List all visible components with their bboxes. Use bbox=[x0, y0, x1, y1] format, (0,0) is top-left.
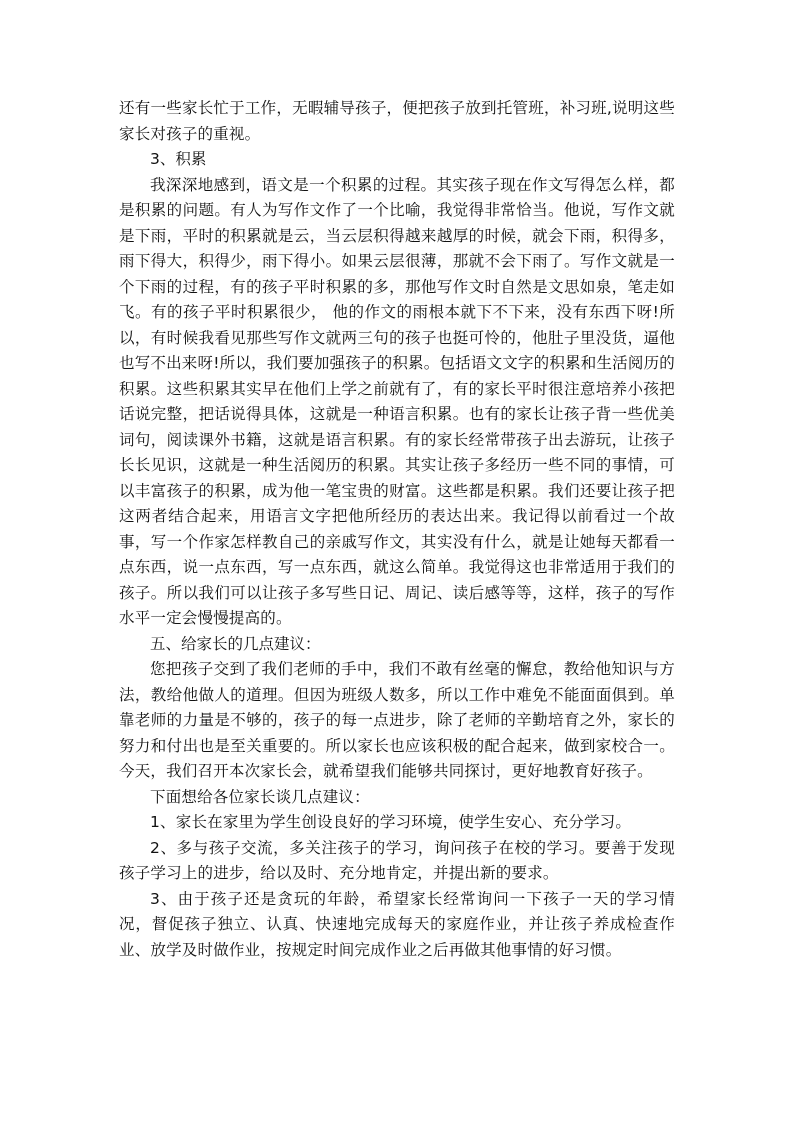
paragraph-suggestions-lead: 下面想给各位家长谈几点建议： bbox=[150, 787, 370, 806]
suggestion-item-1: 1、家长在家里为学生创设良好的学习环境，使学生安心、充分学习。 bbox=[150, 813, 632, 831]
document-body bbox=[119, 96, 675, 963]
section-heading-parent-suggestions: 五、给家长的几点建议： bbox=[150, 634, 321, 653]
suggestion-item-3: 3、由于孩子还是贪玩的年龄，希望家长经常询问一下孩子一天的学习情况，督促孩子独立、认真、快速地完成每天的家庭作业，并让孩子养成检查作业、放学及时做作业，按规定时间完成作业之后再做其他事情的好习惯。 bbox=[119, 889, 675, 959]
section-heading-accumulation: 3、积累 bbox=[150, 150, 207, 168]
paragraph-guardian-busy: 还有一些家长忙于工作，无暇辅导孩子，便把孩子放到托管班，补习班,说明这些家长对孩子的重视。 bbox=[119, 99, 675, 143]
paragraph-suggestions-intro: 您把孩子交到了我们老师的手中，我们不敢有丝毫的懈怠，教给他知识与方法，教给他做人的道理。但因为班级人数多，所以工作中难免不能面面俱到。单靠老师的力量是不够的，孩子的每一点进步，除了老师的辛勤培育之外，家长的努力和付出也是至关重要的。所以家长也应该积极的配合起来，做到家校合一。今天，我们召开本次家长会，就希望我们能够共同探讨，更好地教育好孩子。 bbox=[119, 660, 675, 780]
suggestion-item-2: 2、多与孩子交流，多关注孩子的学习，询问孩子在校的学习。要善于发现孩子学习上的进步，给以及时、充分地肯定，并提出新的要求。 bbox=[119, 838, 675, 882]
paragraph-accumulation: 我深深地感到，语文是一个积累的过程。其实孩子现在作文写得怎么样，都是积累的问题。有人为写作文作了一个比喻，我觉得非常恰当。他说，写作文就是下雨，平时的积累就是云，当云层积得越来越厚的时候，就会下雨，积得多，雨下得大，积得少，雨下得小。如果云层很薄，那就不会下雨了。写作文就是一个下雨的过程，有的孩子平时积累的多，那他写作文时自然是文思如泉，笔走如飞。有的孩子平时积累很少， 他的作文的雨根本就下不下来，没有东西下呀!所以，有时候我看见那些写作文就两三句的孩子也挺可怜的，他肚子里没货，逼他也写不出来呀!所以，我们要加强孩子的积累。包括语文文字的积累和生活阅历的积累。这些积累其实早在他们上学之前就有了，有的家长平时很注意培养小孩把话说完整，把话说得具体，这就是一种语言积累。也有的家长让孩子背一些优美词句，阅读课外书籍，这就是语言积累。有的家长经常带孩子出去游玩，让孩子长长见识，这就是一种生活阅历的积累。其实让孩子多经历一些不同的事情，可以丰富孩子的积累，成为他一笔宝贵的财富。这些都是积累。我们还要让孩子把这两者结合起来，用语言文字把他所经历的表达出来。我记得以前看过一个故事，写一个作家怎样教自己的亲戚写作文，其实没有什么，就是让她每天都看一点东西，说一点东西，写一点东西，就这么简单。我觉得这也非常适用于我们的孩子。所以我们可以让孩子多写些日记、周记、读后感等等，这样，孩子的写作水平一定会慢慢提高的。 bbox=[119, 175, 675, 627]
